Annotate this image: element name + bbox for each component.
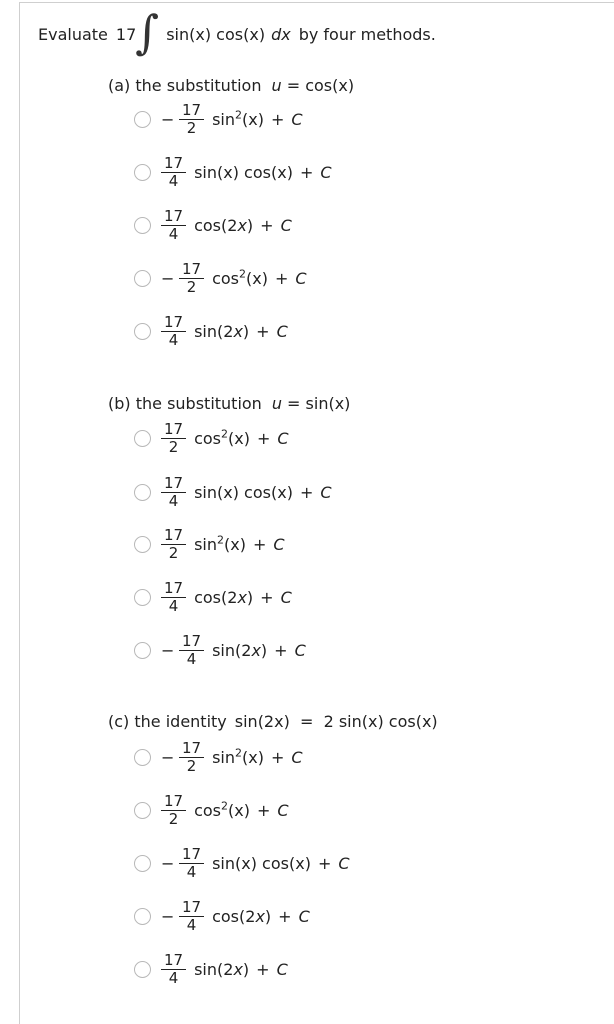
- plus-sign: +: [260, 215, 274, 235]
- fraction: [161, 525, 186, 562]
- fraction: [179, 844, 204, 881]
- radio-button[interactable]: [134, 961, 151, 978]
- constant-c: C: [320, 162, 332, 182]
- fraction: [161, 206, 186, 243]
- variable-x: x: [255, 906, 265, 926]
- argument: (x): [242, 747, 264, 767]
- fraction: [179, 631, 204, 668]
- fraction-denominator: 2: [186, 118, 197, 137]
- function-text: sin(x) cos(x): [194, 482, 293, 502]
- constant-c: C: [276, 959, 288, 979]
- plus-sign: +: [256, 428, 271, 448]
- radio-button[interactable]: [134, 484, 151, 501]
- fraction: [161, 791, 186, 828]
- closing-paren: ): [246, 587, 254, 607]
- exponent: 2: [221, 427, 229, 441]
- radio-button[interactable]: [134, 908, 151, 925]
- function-text: cos(2: [194, 215, 238, 235]
- argument: (x): [228, 800, 250, 820]
- equals-sign: =: [281, 394, 306, 413]
- minus-sign: −: [161, 268, 175, 288]
- fraction-numerator: 17: [161, 315, 186, 332]
- answer-expression: [212, 854, 311, 873]
- function-text: cos(2: [212, 906, 256, 926]
- fraction: [161, 312, 186, 349]
- fraction-denominator: 2: [168, 543, 179, 562]
- radio-button[interactable]: [134, 802, 151, 819]
- closing-paren: ): [242, 321, 250, 341]
- argument: (x): [242, 109, 264, 129]
- fraction-numerator: 17: [161, 476, 186, 493]
- fraction: [161, 578, 186, 615]
- fraction: [179, 100, 204, 137]
- constant-c: C: [277, 428, 289, 448]
- answer-option[interactable]: [134, 577, 292, 617]
- constant-c: C: [280, 587, 292, 607]
- fraction-denominator: 2: [186, 756, 197, 775]
- constant-c: C: [338, 853, 350, 873]
- exponent: 2: [235, 108, 243, 122]
- answer-expression: [194, 429, 250, 448]
- substitution-expression: cos(x): [305, 76, 355, 95]
- radio-button[interactable]: [134, 589, 151, 606]
- closing-paren: ): [260, 640, 268, 660]
- fraction: [179, 897, 204, 934]
- plus-sign: +: [299, 162, 314, 182]
- function-text: cos(2: [194, 587, 238, 607]
- minus-sign: −: [161, 906, 175, 926]
- part-label: (b) the substitution: [108, 394, 262, 413]
- fraction-numerator: 17: [161, 794, 186, 811]
- fraction: [161, 950, 186, 987]
- fraction-denominator: 4: [168, 968, 179, 987]
- part-label: (a) the substitution: [108, 76, 262, 95]
- fraction-numerator: 17: [161, 581, 186, 598]
- answer-option[interactable]: [134, 152, 332, 192]
- radio-button[interactable]: [134, 430, 151, 447]
- radio-button[interactable]: [134, 855, 151, 872]
- answer-option[interactable]: [134, 99, 303, 139]
- function-text: sin(2: [212, 640, 252, 660]
- answer-expression: [194, 483, 293, 502]
- function-text: cos: [194, 428, 222, 448]
- question-suffix: by four methods.: [298, 24, 436, 44]
- minus-sign: −: [161, 853, 175, 873]
- function-text: sin: [212, 747, 236, 767]
- function-text: sin(x) cos(x): [212, 853, 311, 873]
- constant-c: C: [277, 800, 289, 820]
- plus-sign: +: [270, 747, 285, 767]
- integral-symbol: ∫: [135, 5, 160, 59]
- answer-expression: [194, 163, 293, 182]
- fraction: [161, 153, 186, 190]
- radio-button[interactable]: [134, 164, 151, 181]
- closing-paren: ): [242, 959, 250, 979]
- answer-option[interactable]: [134, 472, 332, 512]
- fraction-denominator: 2: [168, 809, 179, 828]
- constant-c: C: [295, 268, 307, 288]
- answer-option[interactable]: [134, 843, 350, 883]
- function-text: sin(x) cos(x): [194, 162, 293, 182]
- exponent: 2: [239, 267, 247, 281]
- answer-expression: [194, 801, 250, 820]
- function-text: sin: [194, 534, 218, 554]
- part-c-header: [108, 712, 438, 731]
- constant-c: C: [280, 215, 292, 235]
- part-b-header: [108, 394, 350, 413]
- plus-sign: +: [278, 906, 292, 926]
- exponent: 2: [235, 746, 243, 760]
- answer-option[interactable]: [134, 630, 306, 670]
- plus-sign: +: [274, 640, 288, 660]
- variable-x: x: [237, 587, 247, 607]
- minus-sign: −: [161, 640, 175, 660]
- question-prompt: [38, 5, 436, 59]
- radio-button[interactable]: [134, 111, 151, 128]
- fraction-denominator: 4: [168, 596, 179, 615]
- radio-button[interactable]: [134, 642, 151, 659]
- part-label: (c) the identity: [108, 712, 227, 731]
- question-coefficient: 17: [115, 24, 137, 44]
- constant-c: C: [276, 321, 288, 341]
- variable-x: x: [251, 640, 261, 660]
- function-text: cos: [212, 268, 240, 288]
- fraction-numerator: 17: [161, 953, 186, 970]
- question-integrand: sin(x) cos(x): [166, 24, 266, 44]
- constant-c: C: [294, 640, 306, 660]
- frame-left-border: [19, 2, 20, 1024]
- answer-expression: [212, 641, 267, 660]
- plus-sign: +: [256, 800, 271, 820]
- fraction: [179, 259, 204, 296]
- answer-option[interactable]: [134, 418, 289, 458]
- plus-sign: +: [317, 853, 332, 873]
- argument: (x): [228, 428, 250, 448]
- constant-c: C: [298, 906, 310, 926]
- frame-top-border: [19, 2, 614, 3]
- answer-expression: [194, 960, 249, 979]
- fraction-denominator: 4: [168, 224, 179, 243]
- answer-expression: [194, 535, 246, 554]
- fraction-denominator: 4: [168, 330, 179, 349]
- radio-button[interactable]: [134, 270, 151, 287]
- answer-option[interactable]: [134, 524, 285, 564]
- fraction: [161, 419, 186, 456]
- fraction-numerator: 17: [179, 847, 204, 864]
- answer-expression: [212, 110, 264, 129]
- plus-sign: +: [274, 268, 289, 288]
- answer-option[interactable]: [134, 205, 292, 245]
- variable-x: x: [233, 959, 243, 979]
- closing-paren: ): [264, 906, 272, 926]
- answer-option[interactable]: [134, 896, 310, 936]
- fraction-numerator: 17: [179, 103, 204, 120]
- variable-x: x: [233, 321, 243, 341]
- plus-sign: +: [252, 534, 267, 554]
- substitution-variable: u: [271, 76, 282, 95]
- fraction: [179, 738, 204, 775]
- plus-sign: +: [270, 109, 285, 129]
- argument: (x): [224, 534, 246, 554]
- answer-option[interactable]: [134, 311, 288, 351]
- fraction-numerator: 17: [161, 528, 186, 545]
- minus-sign: −: [161, 109, 175, 129]
- radio-button[interactable]: [134, 323, 151, 340]
- radio-button[interactable]: [134, 536, 151, 553]
- fraction-denominator: 2: [186, 277, 197, 296]
- exponent: 2: [221, 799, 229, 813]
- answer-expression: [212, 269, 268, 288]
- fraction-denominator: 4: [168, 491, 179, 510]
- fraction-denominator: 2: [168, 437, 179, 456]
- fraction-numerator: 17: [179, 634, 204, 651]
- plus-sign: +: [299, 482, 314, 502]
- fraction-numerator: 17: [161, 156, 186, 173]
- answer-option[interactable]: [134, 737, 303, 777]
- constant-c: C: [273, 534, 285, 554]
- constant-c: C: [291, 747, 303, 767]
- fraction-numerator: 17: [179, 900, 204, 917]
- function-text: sin: [212, 109, 236, 129]
- fraction-denominator: 4: [186, 649, 197, 668]
- fraction-denominator: 4: [186, 862, 197, 881]
- part-a-header: [108, 76, 354, 95]
- substitution-variable: u: [271, 394, 282, 413]
- identity-expression: sin(2x) = 2 sin(x) cos(x): [234, 712, 438, 731]
- question-prefix: Evaluate: [38, 24, 108, 44]
- minus-sign: −: [161, 747, 175, 767]
- answer-expression: [194, 322, 249, 341]
- fraction-numerator: 17: [179, 262, 204, 279]
- fraction-numerator: 17: [161, 209, 186, 226]
- answer-expression: [194, 216, 253, 235]
- equals-sign: =: [281, 76, 306, 95]
- fraction-numerator: 17: [161, 422, 186, 439]
- exponent: 2: [217, 533, 225, 547]
- substitution-expression: sin(x): [305, 394, 351, 413]
- closing-paren: ): [246, 215, 254, 235]
- constant-c: C: [320, 482, 332, 502]
- function-text: sin(2: [194, 959, 234, 979]
- radio-button[interactable]: [134, 749, 151, 766]
- answer-expression: [212, 748, 264, 767]
- variable-x: x: [237, 215, 247, 235]
- function-text: cos: [194, 800, 222, 820]
- plus-sign: +: [256, 321, 270, 341]
- answer-expression: [194, 588, 253, 607]
- fraction-denominator: 4: [168, 171, 179, 190]
- question-differential: dx: [271, 24, 291, 44]
- answer-option[interactable]: [134, 790, 289, 830]
- plus-sign: +: [256, 959, 270, 979]
- fraction: [161, 473, 186, 510]
- argument: (x): [246, 268, 268, 288]
- answer-option[interactable]: [134, 949, 288, 989]
- fraction-denominator: 4: [186, 915, 197, 934]
- fraction-numerator: 17: [179, 741, 204, 758]
- function-text: sin(2: [194, 321, 234, 341]
- constant-c: C: [291, 109, 303, 129]
- answer-option[interactable]: [134, 258, 307, 298]
- plus-sign: +: [260, 587, 274, 607]
- radio-button[interactable]: [134, 217, 151, 234]
- answer-expression: [212, 907, 271, 926]
